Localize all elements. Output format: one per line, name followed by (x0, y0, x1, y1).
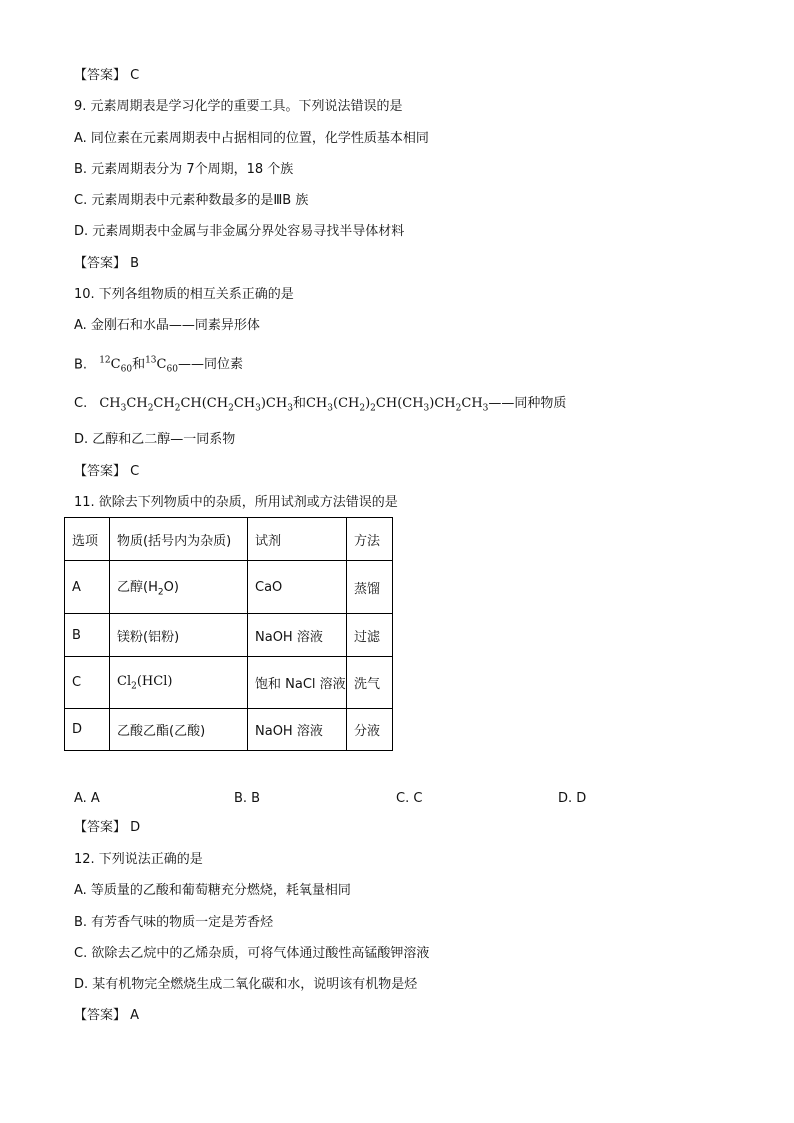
answer-value: C (130, 464, 140, 479)
table-header-row (65, 518, 393, 561)
table-cell: A (65, 561, 110, 614)
table-cell: 过滤 (347, 614, 393, 657)
answer-line-q9 (74, 255, 139, 273)
answer-tag: 【答案】 (74, 256, 127, 271)
answer-value: C (130, 68, 140, 83)
table-cell: B (65, 614, 110, 657)
conjunction: 和 (132, 357, 146, 373)
answer-line-q10 (74, 463, 139, 481)
q9-option-b: B. 元素周期表分为 7个周期，18 个族 (74, 162, 294, 177)
subscript: 60 (120, 364, 133, 375)
answer-line-q11 (74, 819, 140, 837)
table-row (65, 614, 393, 657)
q9-option-d: D. 元素周期表中金属与非金属分界处容易寻找半导体材料 (74, 224, 405, 239)
q11-choice-b: B. B (234, 791, 261, 806)
question-9-stem: 9. 元素周期表是学习化学的重要工具。下列说法错误的是 (74, 99, 403, 114)
table-cell: 饱和 NaCl 溶液 (248, 657, 347, 709)
q10-option-c (74, 395, 566, 418)
table-cell: CaO (248, 561, 347, 614)
q12-option-b: B. 有芳香气味的物质一定是芳香烃 (74, 915, 274, 930)
q9-option-c: C. 元素周期表中元素种数最多的是ⅢB 族 (74, 193, 309, 208)
table-row (65, 709, 393, 751)
q12-option-a: A. 等质量的乙酸和葡萄糖充分燃烧，耗氧量相同 (74, 883, 351, 898)
answer-value: D (130, 820, 141, 835)
table-header: 选项 (65, 518, 110, 561)
q9-option-a: A. 同位素在元素周期表中占据相同的位置，化学性质基本相同 (74, 131, 429, 146)
table-cell: 乙酸乙酯(乙酸) (110, 709, 248, 751)
mass-number: 12 (99, 356, 111, 366)
table-cell: 蒸馏 (347, 561, 393, 614)
option-label: C. (74, 396, 88, 411)
option-label: B. (74, 357, 88, 373)
table-header: 试剂 (248, 518, 347, 561)
answer-tag: 【答案】 (74, 1008, 127, 1023)
answer-tag: 【答案】 (74, 68, 127, 83)
q10-option-b (74, 352, 243, 379)
table-cell: D (65, 709, 110, 751)
table-row (65, 561, 393, 614)
answer-tag: 【答案】 (74, 820, 127, 835)
q11-choice-d: D. D (558, 791, 587, 806)
element-symbol: C (156, 357, 167, 373)
relation: ——同位素 (177, 357, 243, 373)
table-cell: $Cl_2(HCl)$ (110, 657, 248, 709)
q12-option-d: D. 某有机物完全燃烧生成二氧化碳和水，说明该有机物是烃 (74, 977, 418, 992)
table-cell: 镁粉(铝粉) (110, 614, 248, 657)
q10-option-a: A. 金刚石和水晶——同素异形体 (74, 318, 260, 333)
question-12-stem: 12. 下列说法正确的是 (74, 852, 203, 867)
table-cell: 分液 (347, 709, 393, 751)
table-header: 方法 (347, 518, 393, 561)
element-symbol: C (110, 357, 121, 373)
answer-value: B (130, 256, 140, 271)
answer-line-q12 (74, 1007, 139, 1025)
question-10-stem: 10. 下列各组物质的相互关系正确的是 (74, 287, 294, 302)
q12-option-c: C. 欲除去乙烷中的乙烯杂质，可将气体通过酸性高锰酸钾溶液 (74, 946, 430, 961)
q10-option-d: D. 乙醇和乙二醇—一同系物 (74, 432, 236, 447)
answer-line-q8 (74, 67, 139, 85)
answer-value: A (130, 1008, 140, 1023)
mass-number: 13 (145, 356, 157, 366)
table-cell: 洗气 (347, 657, 393, 709)
table-row (65, 657, 393, 709)
question-11-stem: 11. 欲除去下列物质中的杂质，所用试剂或方法错误的是 (74, 495, 398, 510)
subscript: 60 (166, 364, 178, 375)
impurity-table (64, 517, 393, 751)
table-cell: C (65, 657, 110, 709)
answer-tag: 【答案】 (74, 464, 127, 479)
table-cell: NaOH 溶液 (248, 614, 347, 657)
q11-choice-c: C. C (396, 791, 423, 806)
table-header: 物质(括号内为杂质) (110, 518, 248, 561)
q11-choice-a: A. A (74, 791, 100, 806)
table-cell: NaOH 溶液 (248, 709, 347, 751)
table-cell: 乙醇$(H_2O)$ (110, 561, 248, 614)
formula-c: $CH_3CH_2CH_2CH(CH_2CH_3)CH_3$和$CH_3(CH_2)_2CH(CH_3)CH_2CH_3——$同种物质 (99, 396, 567, 414)
